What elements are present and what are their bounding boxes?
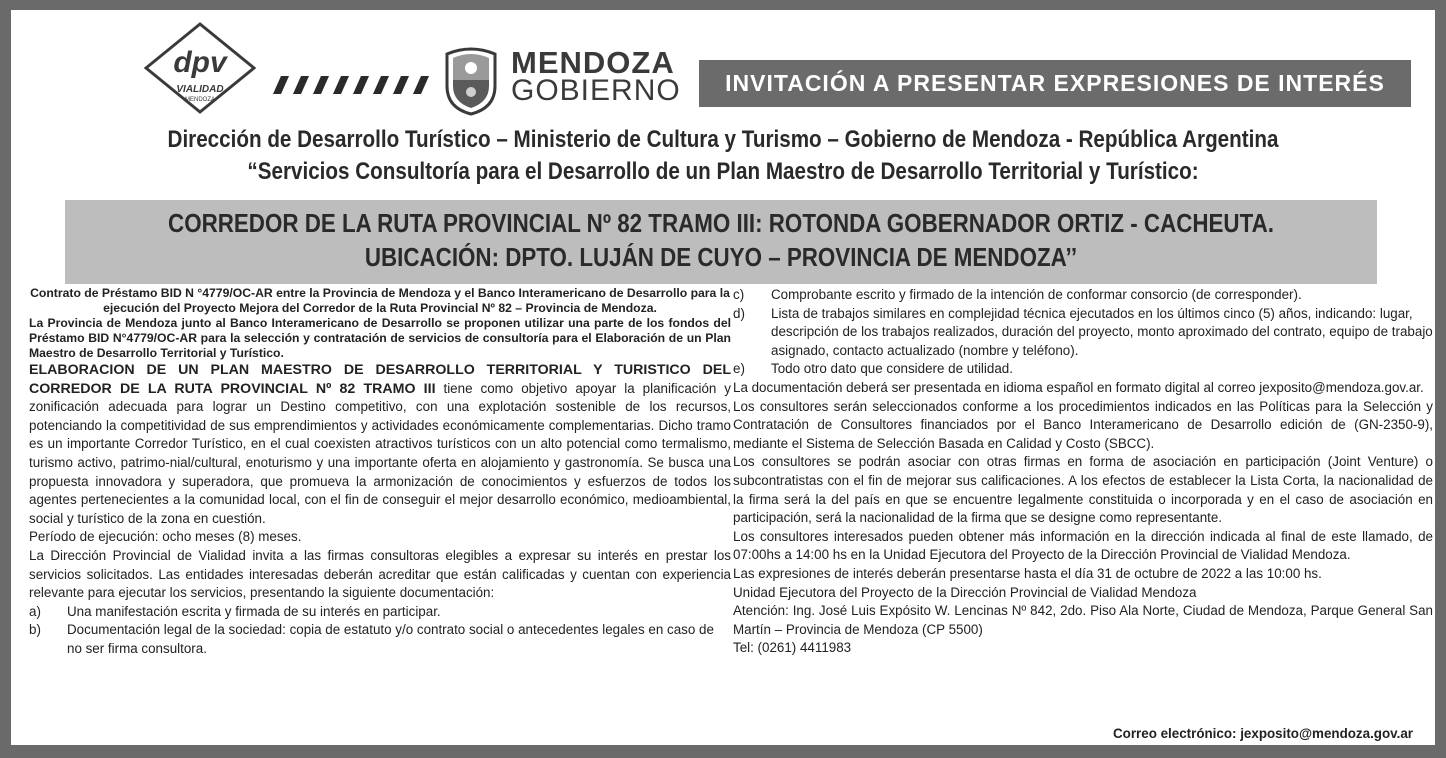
selection-paragraph: Los consultores serán seleccionados conforme a los procedimientos indicados en las Políticas para la Selección y Contratación de Consultores financiados por el Banco Interamericano de Desarrollo edición de (GN-2350-9), mediante el Sistema de Selección Basada en Calidad y Costo (SBCC). bbox=[733, 398, 1433, 451]
vialidad-logo-subtitle: VIALIDAD bbox=[176, 84, 224, 95]
vialidad-logo-subtitle-2: MENDOZA bbox=[185, 97, 215, 103]
list-item bbox=[733, 286, 1433, 305]
mendoza-government: GOBIERNO bbox=[511, 74, 681, 107]
objective-paragraph bbox=[29, 361, 731, 528]
list-marker: c) bbox=[733, 287, 745, 302]
objective-text: tiene como objetivo apoyar la planificación y zonificación adecuada para lograr un Destino competitivo, con una explotación sostenible de los recursos, potenciando la competitividad de sus emprendimientos y actividades económicamente complementarias. Dicho tramo es un importante Corredor Turístico, en el cual coexisten atractivos turísticos con un alto potencial como termalismo, turismo activo, patrimo-nial/cultural, enoturismo y una importante oferta en alojamiento y gastronomía. Se busca una propuesta innovadora y superadora, que promueva la armonización de conocimientos y esfuerzos de todos los agentes pertenecientes a la comunidad local, con el fin de conseguir el mejor desarrollo económico, medioambiental, social y turístico de la zona en cuestión. bbox=[29, 380, 732, 526]
list-marker: b) bbox=[29, 622, 41, 638]
right-column bbox=[733, 286, 1433, 658]
list-marker: a) bbox=[29, 603, 41, 619]
list-text: Lista de trabajos similares en complejidad técnica ejecutados en los últimos cinco (5) años, indicando: lugar, descripción de los trabajos realizados, duración del proyecto, monto aproximado del contrato, equipo de trabajo asignado, contacto actualizado (nombre y teléfono). bbox=[771, 305, 1433, 358]
attention-paragraph: Atención: Ing. José Luis Expósito W. Lencinas Nº 842, 2do. Piso Ala Norte, Ciudad de Mendoza, Parque General San Martín – Provincia de Mendoza (CP 5500) bbox=[733, 603, 1433, 637]
stripes-decoration-icon bbox=[267, 76, 437, 94]
deadline-paragraph: Las expresiones de interés deberán presentarse hasta el día 31 de octubre de 2022 a las 10:00 hs. bbox=[733, 565, 1322, 581]
heading-direction: Dirección de Desarrollo Turístico – Ministerio de Cultura y Turismo – Gobierno de Mendoza - República Argentina bbox=[167, 126, 1279, 153]
list-text: Todo otro dato que considere de utilidad. bbox=[771, 361, 1013, 377]
list-item bbox=[29, 603, 731, 622]
telephone: Tel: (0261) 4411983 bbox=[733, 640, 852, 656]
vialidad-logo-text: dpv bbox=[173, 46, 227, 79]
unit-paragraph: Unidad Ejecutora del Proyecto de la Dirección Provincial de Vialidad Mendoza bbox=[733, 584, 1197, 600]
list-text: Documentación legal de la sociedad: copia de estatuto y/o contrato social o antecedentes legales en caso de no ser firma consultora. bbox=[67, 622, 714, 656]
list-item bbox=[733, 360, 1433, 379]
plan-title: ELABORACION DE UN PLAN MAESTRO DE DESARROLLO TERRITORIAL Y TURISTICO DEL CORREDOR DE LA RUTA PROVINCIAL Nº 82 TRAMO III bbox=[29, 362, 731, 397]
contact-email: Correo electrónico: jexposito@mendoza.gov.ar bbox=[1112, 726, 1413, 741]
advertisement-body bbox=[11, 10, 1435, 745]
mendoza-shield-icon bbox=[441, 44, 501, 116]
invitation-banner: INVITACIÓN A PRESENTAR EXPRESIONES DE INTERÉS bbox=[699, 60, 1411, 107]
language-paragraph: La documentación deberá ser presentada en idioma español en formato digital al correo jexposito@mendoza.gov.ar. bbox=[733, 379, 1424, 395]
invite-paragraph: La Dirección Provincial de Vialidad invita a las firmas consultoras elegibles a expresar su interés en prestar los servicios solicitados. Las entidades interesadas deberán acreditar que están calificadas y cuentan con experiencia relevante para ejecutar los servicios, presentando la siguiente documentación: bbox=[29, 547, 731, 601]
list-marker: d) bbox=[733, 305, 745, 321]
left-column bbox=[29, 286, 731, 659]
list-item bbox=[733, 305, 1433, 361]
list-marker: e) bbox=[733, 361, 745, 377]
band-title-location: UBICACIÓN: DPTO. LUJÁN DE CUYO – PROVINCIA DE MENDOZA’’ bbox=[364, 242, 1078, 272]
contract-paragraph: Contrato de Préstamo BID N °4779/OC-AR entre la Provincia de Mendoza y el Banco Interamericano de Desarrollo para la ejecución del Proyecto Mejora del Corredor de la Ruta Provincial Nº 82 – Provincia de Mendoza. bbox=[30, 286, 730, 315]
list-text: Una manifestación escrita y firmada de su interés en participar. bbox=[67, 603, 441, 619]
association-paragraph: Los consultores se podrán asociar con otras firmas en forma de asociación en participación (Joint Venture) o subcontratistas con el fin de mejorar sus calificaciones. A los efectos de establecer la Lista Corta, la nacionalidad de la firma será la del país en que se encuentre legalmente constituida o incorporada y en el caso de asociación en participación, será la nacionalidad de la firma que se designe como representante. bbox=[733, 454, 1433, 526]
info-paragraph: Los consultores interesados pueden obtener más información en la dirección indicada al final de este llamado, de 07:00hs a 14:00 hs en la Unidad Ejecutora del Proyecto de la Dirección Provincial de Vialidad Mendoza. bbox=[733, 528, 1433, 563]
period-paragraph: Período de ejecución: ocho meses (8) meses. bbox=[29, 529, 302, 545]
intro-paragraph: La Provincia de Mendoza junto al Banco Interamericano de Desarrollo se proponen utilizar una parte de los fondos del Préstamo BID N°4779/OC-AR para la selección y contratación de servicios de consultoría para el Elaboración de un Plan Maestro de Desarrollo Territorial y Turístico. bbox=[29, 316, 731, 360]
mendoza-name: MENDOZA bbox=[511, 45, 675, 80]
band-title-corridor: CORREDOR DE LA RUTA PROVINCIAL Nº 82 TRAMO III: ROTONDA GOBERNADOR ORTIZ - CACHEUTA. bbox=[168, 208, 1274, 238]
list-item bbox=[29, 621, 731, 658]
vialidad-logo-icon bbox=[144, 22, 256, 114]
heading-services: “Servicios Consultoría para el Desarrollo de un Plan Maestro de Desarrollo Territorial y Turístico: bbox=[247, 158, 1199, 185]
list-text: Comprobante escrito y firmado de la intención de conformar consorcio (de corresponder). bbox=[771, 287, 1302, 302]
